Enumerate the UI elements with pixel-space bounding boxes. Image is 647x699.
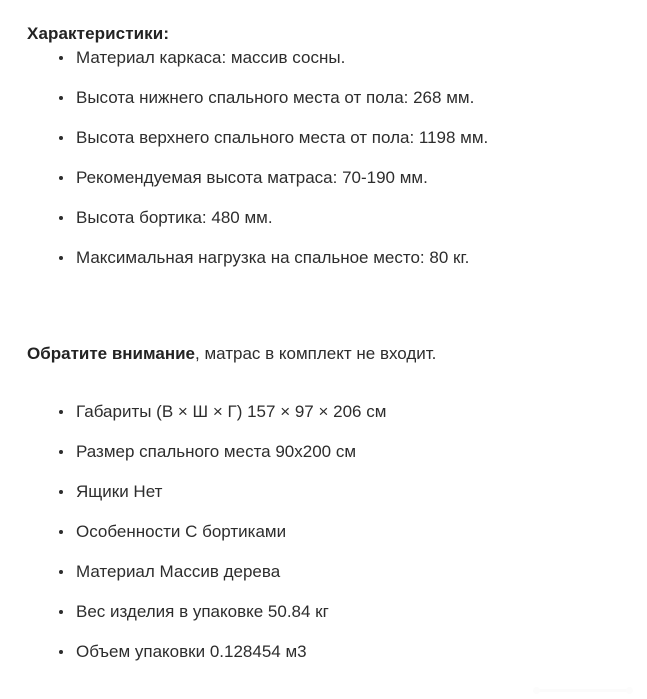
slider-track <box>537 689 629 692</box>
list-item: Высота нижнего спального места от пола: 268 мм. <box>0 85 488 125</box>
slider-handle-left <box>533 687 540 694</box>
page-title: Характеристики: <box>27 24 170 44</box>
specifications-list <box>0 45 488 285</box>
list-item: Размер спального места 90x200 см <box>0 439 386 479</box>
attributes-list <box>0 399 386 679</box>
list-item: Вес изделия в упаковке 50.84 кг <box>0 599 386 639</box>
slider-handle-right <box>626 687 633 694</box>
list-item: Особенности С бортиками <box>0 519 386 559</box>
list-item: Материал каркаса: массив сосны. <box>0 45 488 85</box>
list-item: Материал Массив дерева <box>0 559 386 599</box>
list-item: Ящики Нет <box>0 479 386 519</box>
cropped-slider-control <box>527 685 639 696</box>
list-item: Габариты (В × Ш × Г) 157 × 97 × 206 см <box>0 399 386 439</box>
list-item: Рекомендуемая высота матраса: 70-190 мм. <box>0 165 488 205</box>
attention-note <box>27 342 436 366</box>
list-item: Высота бортика: 480 мм. <box>0 205 488 245</box>
list-item: Объем упаковки 0.128454 м3 <box>0 639 386 679</box>
attention-note-text: , матрас в комплект не входит. <box>195 344 437 363</box>
attention-note-lead: Обратите внимание <box>27 344 195 363</box>
list-item: Максимальная нагрузка на спальное место: 80 кг. <box>0 245 488 285</box>
list-item: Высота верхнего спального места от пола: 1198 мм. <box>0 125 488 165</box>
